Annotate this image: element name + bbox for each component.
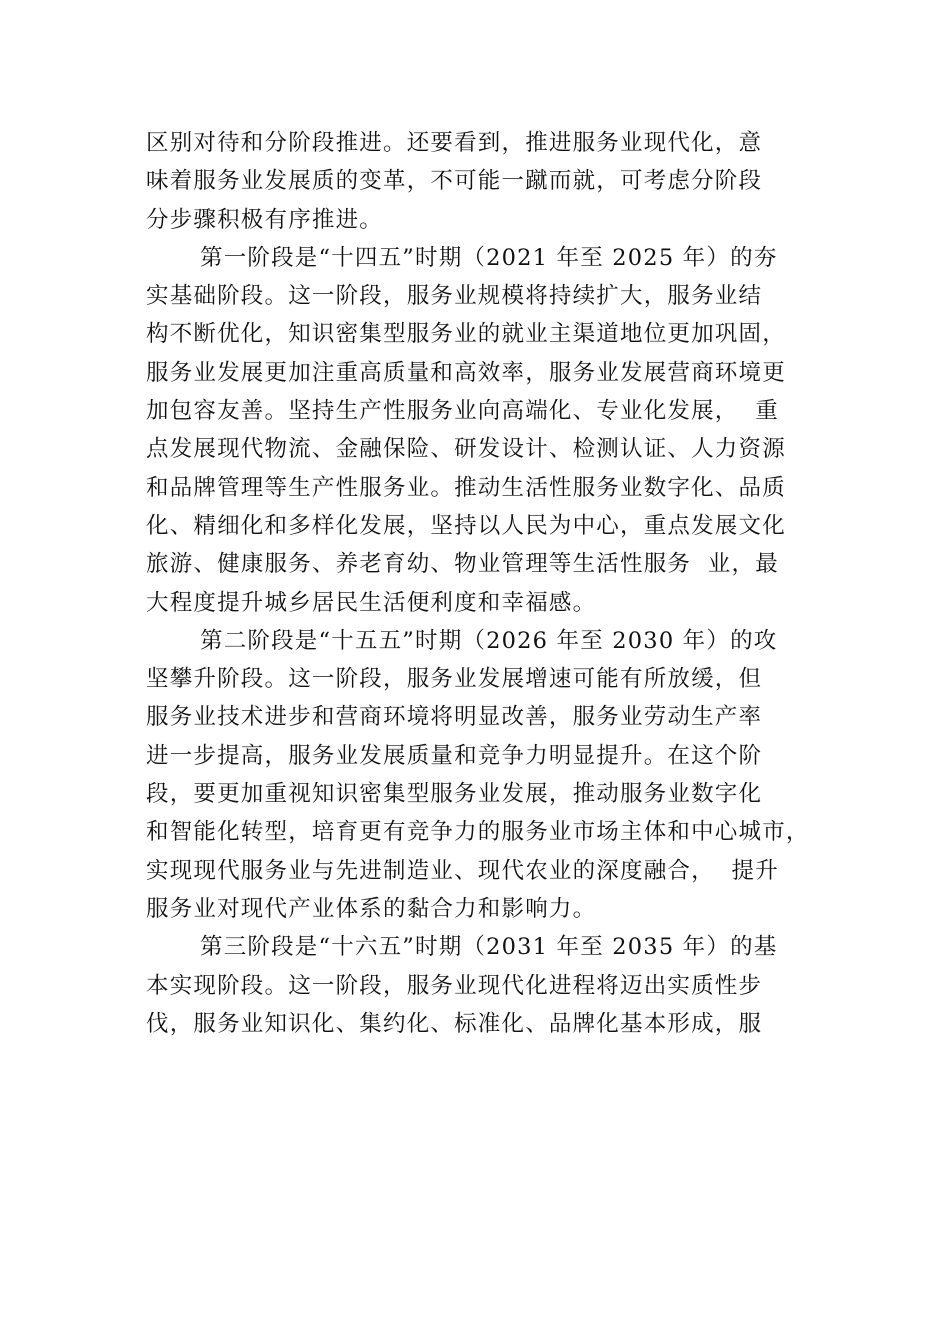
text-line: 伐，服务业知识化、集约化、标准化、品牌化基本形成，服 <box>146 1010 763 1037</box>
text-line: 段，要更加重视知识密集型服务业发展，推动服务业数字化 <box>146 781 763 808</box>
text-line: 分步骤积极有序推进。 <box>146 206 384 233</box>
text-line: 和品牌管理等生产性服务业。推动生活性服务业数字化、品质 <box>146 474 786 501</box>
text-line: 实基础阶段。这一阶段，服务业规模将持续扩大，服务业结 <box>146 283 763 310</box>
text-line: 服务业对现代产业体系的黏合力和影响力。 <box>146 895 597 922</box>
text-line: 坚攀升阶段。这一阶段，服务业发展增速可能有所放缓，但 <box>146 666 763 693</box>
text-line: 本实现阶段。这一阶段，服务业现代化进程将迈出实质性步 <box>146 972 763 999</box>
text-line: 区别对待和分阶段推进。还要看到，推进服务业现代化，意 <box>146 130 763 156</box>
text-line: 服务业发展更加注重高质量和高效率，服务业发展营商环境更 <box>146 359 786 386</box>
text-line: 化、精细化和多样化发展，坚持以人民为中心，重点发展文化 <box>146 512 786 539</box>
text-line: 加包容友善。坚持生产性服务业向高端化、专业化发展， 重 <box>146 398 779 425</box>
text-line: 服务业技术进步和营商环境将明显改善，服务业劳动生产率 <box>146 704 763 731</box>
text-line: 和智能化转型，培育更有竞争力的服务业市场主体和中心城市， <box>146 819 810 846</box>
paragraph-start-line: 第一阶段是“十四五”时期（2021 年至 2025 年）的夯 <box>200 244 778 271</box>
text-line: 构不断优化，知识密集型服务业的就业主渠道地位更加巩固， <box>146 321 786 348</box>
text-line: 点发展现代物流、金融保险、研发设计、检测认证、人力资源 <box>146 436 786 463</box>
text-line: 实现现代服务业与先进制造业、现代农业的深度融合， 提升 <box>146 857 779 884</box>
body-text <box>146 124 846 1043</box>
paragraph-start-line: 第三阶段是“十六五”时期（2031 年至 2035 年）的基 <box>200 934 778 961</box>
text-line: 味着服务业发展质的变革，不可能一蹴而就，可考虑分阶段 <box>146 168 763 195</box>
paragraph-start-line: 第二阶段是“十五五”时期（2026 年至 2030 年）的攻 <box>200 627 778 654</box>
text-line: 进一步提高，服务业发展质量和竞争力明显提升。在这个阶 <box>146 742 763 769</box>
text-line: 旅游、健康服务、养老育幼、物业管理等生活性服务 业，最 <box>146 551 779 578</box>
text-line: 大程度提升城乡居民生活便利度和幸福感。 <box>146 589 597 616</box>
